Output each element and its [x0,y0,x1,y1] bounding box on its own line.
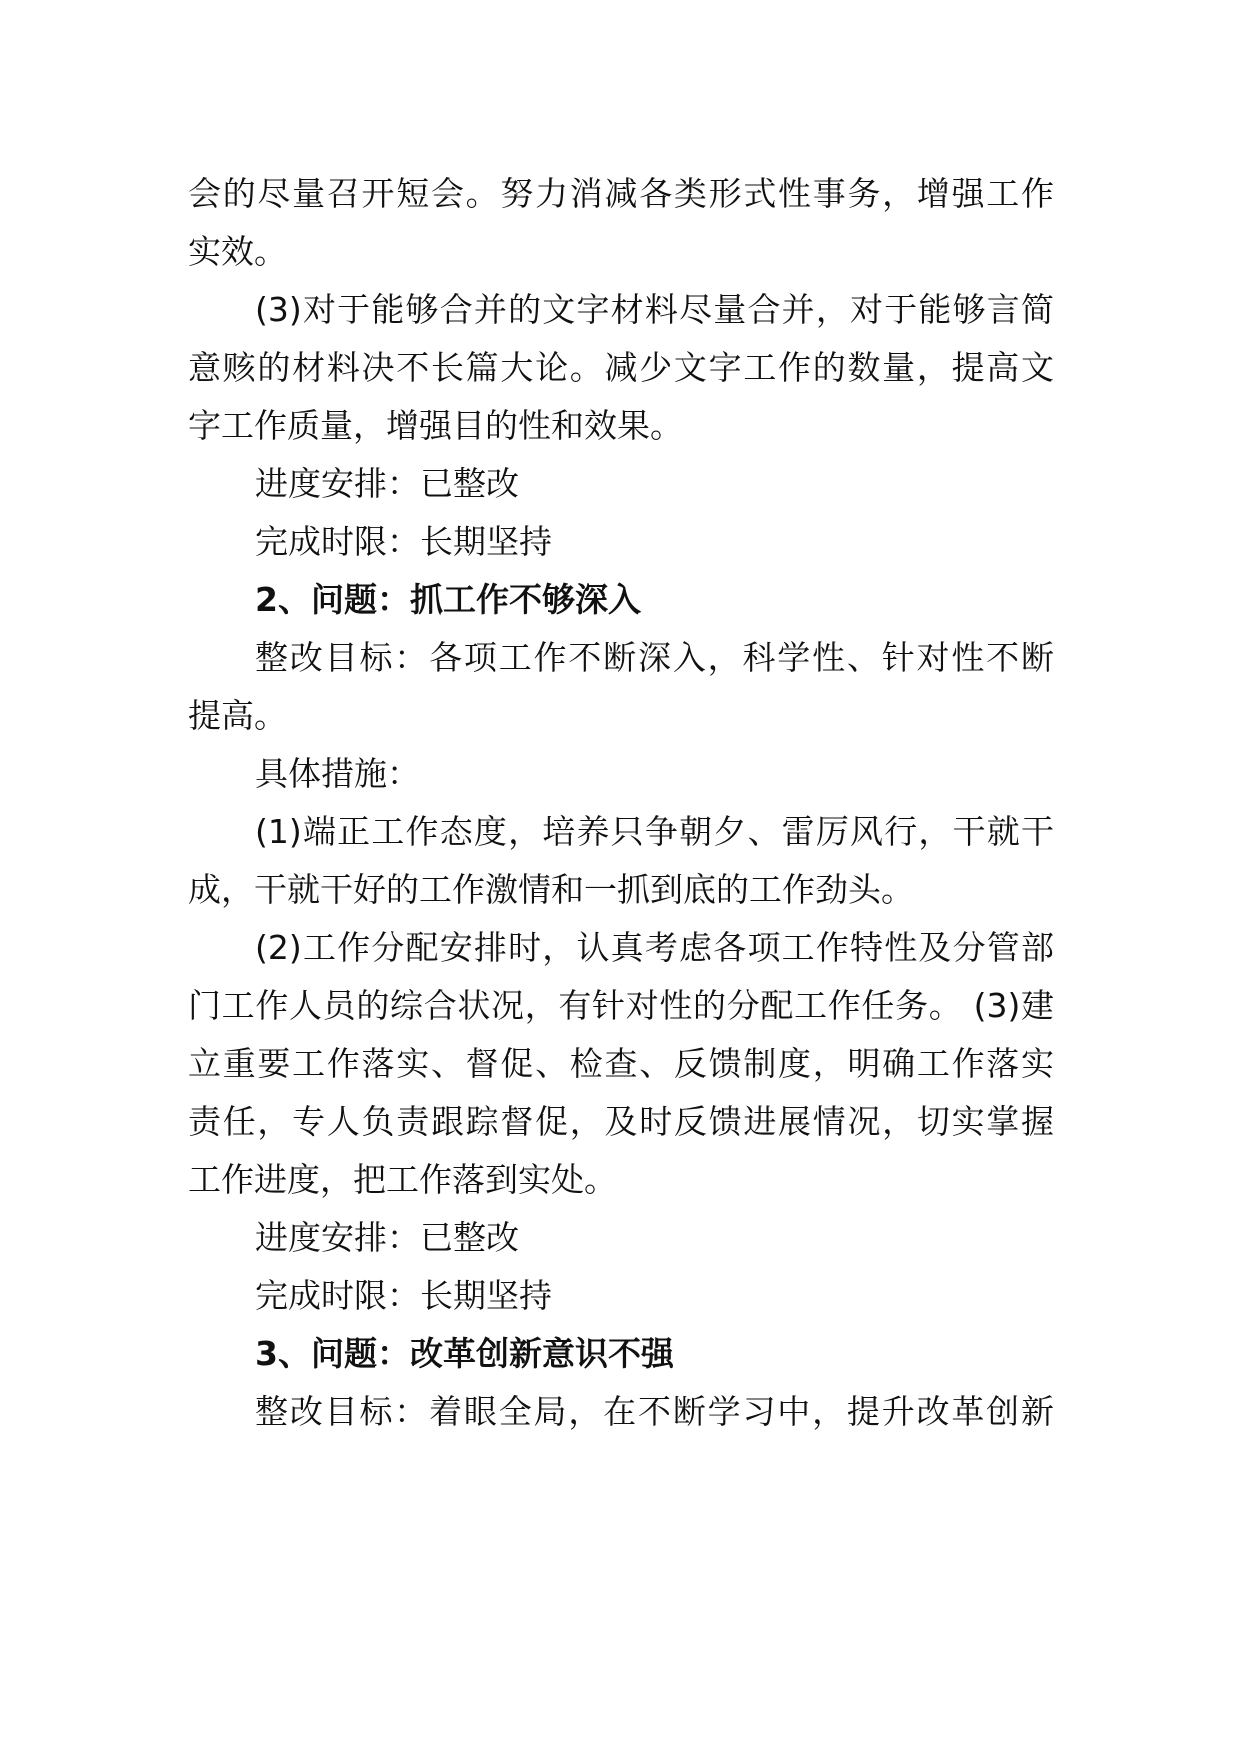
paragraph-line: (1)端正工作态度，培养只争朝夕、雷厉风行，干就干 [255,812,1054,851]
paragraph-line: 意赅的材料决不长篇大论。减少文字工作的数量，提高文 [188,348,1054,387]
paragraph-line: 提高。 [188,696,287,735]
paragraph-line: 字工作质量，增强目的性和效果。 [188,406,683,445]
paragraph-line: 整改目标：着眼全局，在不断学习中，提升改革创新 [255,1392,1054,1431]
paragraph-line: (2)工作分配安排时，认真考虑各项工作特性及分管部 [255,928,1054,967]
paragraph-line: (3)对于能够合并的文字材料尽量合并，对于能够言简 [255,290,1054,329]
paragraph-line: 工作进度，把工作落到实处。 [188,1160,617,1199]
section-heading: 2、问题：抓工作不够深入 [255,580,641,619]
section-heading: 3、问题：改革创新意识不强 [255,1334,674,1373]
paragraph-line: 门工作人员的综合状况，有针对性的分配工作任务。 (3)建 [188,986,1054,1025]
paragraph-line: 整改目标：各项工作不断深入，科学性、针对性不断 [255,638,1054,677]
paragraph-line: 具体措施： [255,754,420,793]
deadline-line: 完成时限：长期坚持 [255,1276,552,1315]
progress-line: 进度安排：已整改 [255,464,519,503]
paragraph-line: 实效。 [188,232,287,271]
paragraph-line: 责任，专人负责跟踪督促，及时反馈进展情况，切实掌握 [188,1102,1054,1141]
paragraph-line: 立重要工作落实、督促、检查、反馈制度，明确工作落实 [188,1044,1054,1083]
paragraph-line: 会的尽量召开短会。努力消减各类形式性事务，增强工作 [188,174,1054,213]
progress-line: 进度安排：已整改 [255,1218,519,1257]
paragraph-line: 成，干就干好的工作激情和一抓到底的工作劲头。 [188,870,914,909]
deadline-line: 完成时限：长期坚持 [255,522,552,561]
